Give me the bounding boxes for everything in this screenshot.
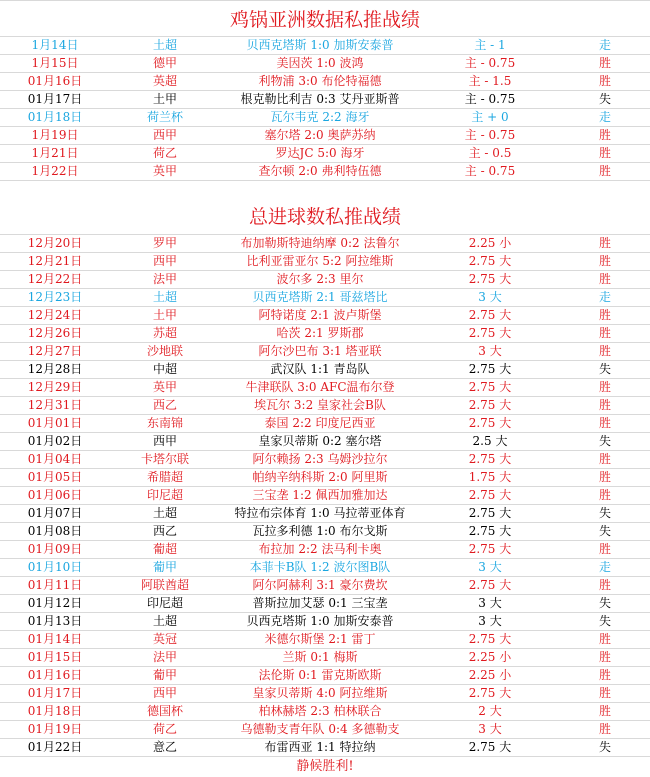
table-row (0, 289, 650, 307)
league-cell: 英甲 (152, 164, 177, 178)
date-cell: 1月19日 (31, 128, 79, 142)
match-cell: 法伦斯 0:1 雷克斯欧斯 (258, 668, 382, 682)
table-row (0, 703, 650, 721)
league-cell: 德国杯 (146, 704, 183, 718)
result-cell: 胜 (598, 146, 611, 160)
league-cell: 印尼超 (146, 596, 183, 610)
table-row (0, 271, 650, 289)
league-cell: 英甲 (152, 380, 177, 394)
match-cell: 乌德勒支青年队 0:4 多德勒支 (240, 722, 400, 736)
league-cell: 土超 (152, 38, 177, 52)
result-cell: 胜 (598, 164, 611, 178)
league-cell: 东南锦 (146, 416, 183, 430)
date-cell: 01月14日 (27, 632, 83, 646)
match-cell: 利物浦 3:0 布伦特福德 (258, 74, 382, 88)
match-cell: 皇家贝蒂斯 0:2 塞尔塔 (258, 434, 382, 448)
match-cell: 贝西克塔斯 1:0 加斯安泰普 (246, 614, 394, 628)
match-cell: 布加勒斯特迪纳摩 0:2 法鲁尔 (240, 236, 400, 250)
date-cell: 01月08日 (27, 524, 83, 538)
table-row (0, 559, 650, 577)
pick-cell: 主 - 1 (474, 38, 506, 52)
table-row (0, 379, 650, 397)
pick-cell: 主 - 1.5 (468, 74, 512, 88)
league-cell: 荷兰杯 (146, 110, 183, 124)
league-cell: 意乙 (152, 740, 177, 754)
league-cell: 英冠 (152, 632, 177, 646)
table-row (0, 667, 650, 685)
match-cell: 罗达JC 5:0 海牙 (275, 146, 365, 160)
table-row (0, 253, 650, 271)
table-row (0, 415, 650, 433)
match-cell: 布拉加 2:2 法马利卡奥 (258, 542, 382, 556)
table-row (0, 685, 650, 703)
date-cell: 12月20日 (27, 236, 83, 250)
result-cell: 胜 (598, 344, 611, 358)
league-cell: 阿联酋超 (140, 578, 189, 592)
league-cell: 印尼超 (146, 488, 183, 502)
table-row (0, 505, 650, 523)
date-cell: 1月21日 (31, 146, 79, 160)
date-cell: 12月22日 (27, 272, 83, 286)
pick-cell: 2.25 小 (468, 668, 512, 682)
match-cell: 帕纳辛纳科斯 2:0 阿里斯 (252, 470, 388, 484)
pick-cell: 2.25 小 (468, 236, 512, 250)
match-cell: 塞尔塔 2:0 奥萨苏纳 (264, 128, 376, 142)
match-cell: 根克勒比利吉 0:3 艾丹亚斯普 (240, 92, 400, 106)
table-row (0, 361, 650, 379)
result-cell: 失 (598, 434, 611, 448)
pick-cell: 3 大 (478, 290, 502, 304)
match-cell: 瓦尔韦克 2:2 海牙 (270, 110, 370, 124)
league-cell: 罗甲 (152, 236, 177, 250)
section2-table (0, 235, 650, 757)
table-row (0, 109, 650, 127)
pick-cell: 2.75 大 (468, 416, 512, 430)
pick-cell: 主 - 0.75 (464, 128, 516, 142)
date-cell: 01月01日 (27, 416, 83, 430)
table-row (0, 739, 650, 757)
pick-cell: 2.75 大 (468, 578, 512, 592)
table-row (0, 343, 650, 361)
pick-cell: 2.75 大 (468, 380, 512, 394)
result-cell: 胜 (598, 722, 611, 736)
date-cell: 01月18日 (27, 110, 83, 124)
result-cell: 胜 (598, 236, 611, 250)
result-cell: 胜 (598, 380, 611, 394)
table-row (0, 397, 650, 415)
result-cell: 走 (598, 110, 611, 124)
result-cell: 胜 (598, 668, 611, 682)
league-cell: 中超 (152, 362, 177, 376)
table-row (0, 163, 650, 181)
result-cell: 胜 (598, 452, 611, 466)
result-cell: 胜 (598, 254, 611, 268)
pick-cell: 2.75 大 (468, 686, 512, 700)
pick-cell: 主 - 0.75 (464, 92, 516, 106)
table-row (0, 91, 650, 109)
table-row (0, 631, 650, 649)
result-cell: 胜 (598, 272, 611, 286)
date-cell: 01月16日 (27, 668, 83, 682)
league-cell: 苏超 (152, 326, 177, 340)
result-cell: 胜 (598, 74, 611, 88)
league-cell: 法甲 (152, 272, 177, 286)
date-cell: 01月17日 (27, 92, 83, 106)
match-cell: 瓦拉多利德 1:0 布尔戈斯 (252, 524, 388, 538)
table-row (0, 451, 650, 469)
pick-cell: 1.75 大 (468, 470, 512, 484)
league-cell: 英超 (152, 74, 177, 88)
result-cell: 胜 (598, 578, 611, 592)
league-cell: 西甲 (152, 128, 177, 142)
pick-cell: 2.75 大 (468, 362, 512, 376)
match-cell: 米德尔斯堡 2:1 雷丁 (264, 632, 376, 646)
result-cell: 胜 (598, 686, 611, 700)
league-cell: 希腊超 (146, 470, 183, 484)
table-row (0, 145, 650, 163)
pick-cell: 2.75 大 (468, 272, 512, 286)
pick-cell: 2.75 大 (468, 542, 512, 556)
result-cell: 胜 (598, 632, 611, 646)
table-row (0, 37, 650, 55)
date-cell: 01月19日 (27, 722, 83, 736)
result-cell: 胜 (598, 56, 611, 70)
match-cell: 波尔多 2:3 里尔 (276, 272, 364, 286)
table-row (0, 73, 650, 91)
table-row (0, 235, 650, 253)
table-row (0, 433, 650, 451)
league-cell: 土超 (152, 614, 177, 628)
match-cell: 牛津联队 3:0 AFC温布尔登 (245, 380, 395, 394)
match-cell: 特拉布宗体育 1:0 马拉蒂亚体育 (234, 506, 406, 520)
date-cell: 01月12日 (27, 596, 83, 610)
date-cell: 12月24日 (27, 308, 83, 322)
league-cell: 葡甲 (152, 668, 177, 682)
pick-cell: 主 + 0 (471, 110, 509, 124)
pick-cell: 2.75 大 (468, 488, 512, 502)
match-cell: 柏林赫塔 2:3 柏林联合 (258, 704, 382, 718)
match-cell: 贝西克塔斯 2:1 哥兹塔比 (252, 290, 388, 304)
league-cell: 土超 (152, 506, 177, 520)
result-cell: 胜 (598, 308, 611, 322)
result-cell: 胜 (598, 398, 611, 412)
pick-cell: 主 - 0.75 (464, 164, 516, 178)
league-cell: 沙地联 (146, 344, 183, 358)
pick-cell: 2.75 大 (468, 308, 512, 322)
date-cell: 01月06日 (27, 488, 83, 502)
league-cell: 西甲 (152, 254, 177, 268)
result-cell: 失 (598, 596, 611, 610)
table-row (0, 487, 650, 505)
section1-table (0, 37, 650, 181)
result-cell: 胜 (598, 416, 611, 430)
date-cell: 01月15日 (27, 650, 83, 664)
section2-title: 总进球数私推战绩 (248, 206, 401, 228)
result-cell: 失 (598, 614, 611, 628)
league-cell: 葡甲 (152, 560, 177, 574)
date-cell: 1月22日 (31, 164, 79, 178)
pick-cell: 2.75 大 (468, 398, 512, 412)
league-cell: 德甲 (152, 56, 177, 70)
table-row (0, 721, 650, 739)
match-cell: 美因茨 1:0 波鸿 (276, 56, 364, 70)
pick-cell: 2.75 大 (468, 632, 512, 646)
pick-cell: 2.75 大 (468, 524, 512, 538)
result-cell: 失 (598, 524, 611, 538)
date-cell: 1月14日 (31, 38, 79, 52)
match-cell: 阿尔沙巴布 3:1 塔亚联 (258, 344, 382, 358)
pick-cell: 3 大 (478, 722, 502, 736)
league-cell: 西甲 (152, 434, 177, 448)
date-cell: 01月17日 (27, 686, 83, 700)
league-cell: 卡塔尔联 (140, 452, 189, 466)
pick-cell: 3 大 (478, 596, 502, 610)
result-cell: 走 (598, 290, 611, 304)
grid-line (0, 0, 650, 1)
date-cell: 01月07日 (27, 506, 83, 520)
section1-title: 鸡锅亚洲数据私推战绩 (229, 9, 420, 31)
result-cell: 走 (598, 38, 611, 52)
table-row (0, 469, 650, 487)
league-cell: 土超 (152, 290, 177, 304)
league-cell: 土甲 (152, 308, 177, 322)
league-cell: 西乙 (152, 398, 177, 412)
date-cell: 01月02日 (27, 434, 83, 448)
league-cell: 土甲 (152, 92, 177, 106)
result-cell: 失 (598, 740, 611, 754)
date-cell: 01月13日 (27, 614, 83, 628)
match-cell: 查尔顿 2:0 弗利特伍德 (258, 164, 382, 178)
result-cell: 胜 (598, 470, 611, 484)
match-cell: 三宝垄 1:2 佩西加雅加达 (252, 488, 388, 502)
pick-cell: 2.75 大 (468, 740, 512, 754)
pick-cell: 2.25 小 (468, 650, 512, 664)
table-row (0, 595, 650, 613)
table-row (0, 307, 650, 325)
result-cell: 失 (598, 362, 611, 376)
league-cell: 西乙 (152, 524, 177, 538)
pick-cell: 2.75 大 (468, 326, 512, 340)
match-cell: 普斯拉加艾瑟 0:1 三宝垄 (252, 596, 388, 610)
table-row (0, 541, 650, 559)
match-cell: 泰国 2:2 印度尼西亚 (264, 416, 376, 430)
result-cell: 胜 (598, 128, 611, 142)
date-cell: 01月18日 (27, 704, 83, 718)
table-row (0, 325, 650, 343)
pick-cell: 主 - 0.5 (468, 146, 512, 160)
result-cell: 胜 (598, 704, 611, 718)
match-cell: 比利亚雷亚尔 5:2 阿拉维斯 (246, 254, 394, 268)
date-cell: 01月09日 (27, 542, 83, 556)
pick-cell: 3 大 (478, 614, 502, 628)
table-row (0, 127, 650, 145)
date-cell: 01月16日 (27, 74, 83, 88)
result-cell: 胜 (598, 650, 611, 664)
date-cell: 01月04日 (27, 452, 83, 466)
table-row (0, 613, 650, 631)
pick-cell: 3 大 (478, 344, 502, 358)
result-cell: 失 (598, 92, 611, 106)
pick-cell: 2.5 大 (472, 434, 508, 448)
league-cell: 荷乙 (152, 722, 177, 736)
date-cell: 12月31日 (27, 398, 83, 412)
footer-text: 静候胜利! (296, 759, 354, 774)
league-cell: 葡超 (152, 542, 177, 556)
date-cell: 01月11日 (27, 578, 83, 592)
table-row (0, 55, 650, 73)
match-cell: 阿特诺度 2:1 波卢斯堡 (258, 308, 382, 322)
result-cell: 胜 (598, 542, 611, 556)
table-row (0, 649, 650, 667)
date-cell: 12月28日 (27, 362, 83, 376)
match-cell: 埃瓦尔 3:2 皇家社会B队 (254, 398, 386, 412)
league-cell: 法甲 (152, 650, 177, 664)
date-cell: 12月27日 (27, 344, 83, 358)
match-cell: 阿尔赖扬 2:3 乌姆沙拉尔 (252, 452, 388, 466)
league-cell: 西甲 (152, 686, 177, 700)
table-row (0, 577, 650, 595)
match-cell: 武汉队 1:1 青岛队 (270, 362, 370, 376)
table-row (0, 523, 650, 541)
date-cell: 01月10日 (27, 560, 83, 574)
date-cell: 01月05日 (27, 470, 83, 484)
match-cell: 阿尔阿赫利 3:1 豪尔费坎 (252, 578, 388, 592)
pick-cell: 2 大 (478, 704, 502, 718)
match-cell: 布雷西亚 1:1 特拉纳 (264, 740, 376, 754)
pick-cell: 2.75 大 (468, 506, 512, 520)
result-cell: 失 (598, 506, 611, 520)
match-cell: 皇家贝蒂斯 4:0 阿拉维斯 (252, 686, 388, 700)
date-cell: 01月22日 (27, 740, 83, 754)
result-cell: 胜 (598, 488, 611, 502)
match-cell: 兰斯 0:1 梅斯 (282, 650, 358, 664)
date-cell: 1月15日 (31, 56, 79, 70)
result-cell: 走 (598, 560, 611, 574)
pick-cell: 主 - 0.75 (464, 56, 516, 70)
pick-cell: 2.75 大 (468, 452, 512, 466)
date-cell: 12月23日 (27, 290, 83, 304)
match-cell: 哈茨 2:1 罗斯郡 (276, 326, 364, 340)
date-cell: 12月21日 (27, 254, 83, 268)
date-cell: 12月26日 (27, 326, 83, 340)
match-cell: 贝西克塔斯 1:0 加斯安泰普 (246, 38, 394, 52)
pick-cell: 2.75 大 (468, 254, 512, 268)
league-cell: 荷乙 (152, 146, 177, 160)
date-cell: 12月29日 (27, 380, 83, 394)
result-cell: 胜 (598, 326, 611, 340)
match-cell: 本菲卡B队 1:2 波尔图B队 (249, 560, 391, 574)
pick-cell: 3 大 (478, 560, 502, 574)
